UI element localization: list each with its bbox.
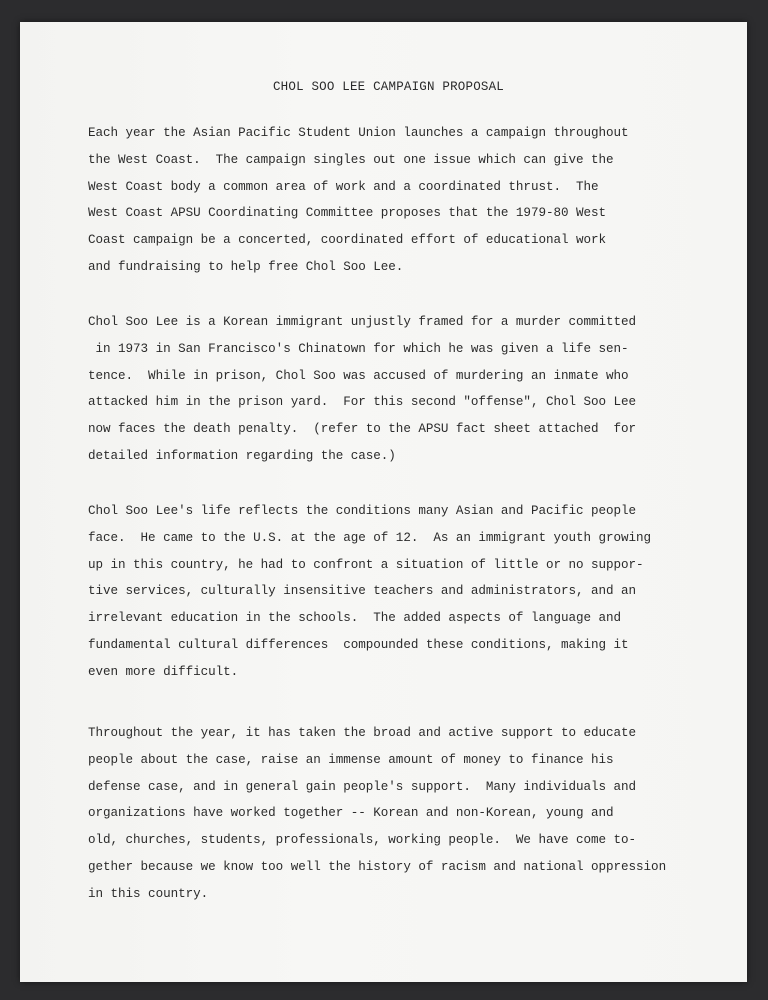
- text-line: Chol Soo Lee's life reflects the conditions many Asian and Pacific people: [88, 504, 637, 518]
- text-line: in 1973 in San Francisco's Chinatown for which he was given a life sen-: [88, 341, 629, 356]
- text-line: Chol Soo Lee is a Korean immigrant unjustly framed for a murder committed: [88, 315, 637, 329]
- paragraph-support: [88, 720, 708, 908]
- text-line: Each year the Asian Pacific Student Union launches a campaign throughout: [88, 126, 629, 140]
- text-line: organizations have worked together -- Korean and non-Korean, young and: [88, 806, 614, 821]
- text-line: the West Coast. The campaign singles out one issue which can give the: [88, 152, 614, 167]
- text-line: people about the case, raise an immense amount of money to finance his: [88, 752, 614, 767]
- text-line: up in this country, he had to confront a situation of little or no suppor-: [88, 557, 644, 572]
- text-line: detailed information regarding the case.): [88, 448, 396, 463]
- text-line: gether because we know too well the history of racism and national oppression: [88, 859, 667, 874]
- text-line: face. He came to the U.S. at the age of 12. As an immigrant youth growing: [88, 530, 652, 545]
- text-line: even more difficult.: [88, 664, 239, 679]
- paragraph-campaign-intro: [88, 120, 708, 281]
- document-title: CHOL SOO LEE CAMPAIGN PROPOSAL: [272, 80, 505, 94]
- text-line: fundamental cultural differences compounded these conditions, making it: [88, 637, 629, 652]
- text-line: West Coast APSU Coordinating Committee proposes that the 1979-80 West: [88, 206, 607, 221]
- text-line: old, churches, students, professionals, working people. We have come to-: [88, 833, 637, 848]
- text-line: defense case, and in general gain people's support. Many individuals and: [88, 779, 637, 794]
- text-line: Throughout the year, it has taken the broad and active support to educate: [88, 726, 637, 740]
- text-line: Coast campaign be a concerted, coordinated effort of educational work: [88, 233, 607, 248]
- text-line: now faces the death penalty. (refer to the APSU fact sheet attached for: [88, 422, 637, 437]
- text-line: attacked him in the prison yard. For this second "offense", Chol Soo Lee: [88, 395, 637, 410]
- paragraph-case-background: [88, 309, 708, 470]
- text-line: tive services, culturally insensitive teachers and administrators, and an: [88, 584, 637, 599]
- text-line: and fundraising to help free Chol Soo Lee.: [88, 259, 404, 274]
- typed-page: [20, 22, 747, 982]
- text-line: irrelevant education in the schools. The added aspects of language and: [88, 611, 622, 626]
- text-line: West Coast body a common area of work and a coordinated thrust. The: [88, 179, 599, 194]
- text-line: tence. While in prison, Chol Soo was accused of murdering an inmate who: [88, 368, 629, 383]
- text-line: in this country.: [88, 886, 209, 901]
- paragraph-conditions: [88, 498, 708, 686]
